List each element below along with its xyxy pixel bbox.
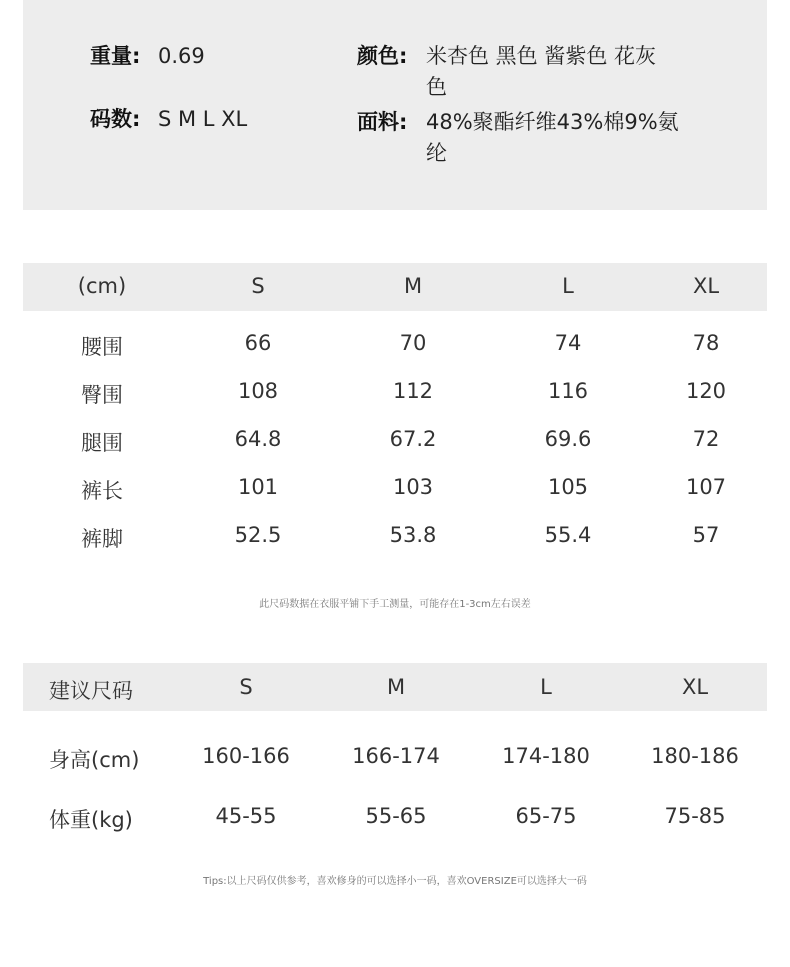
table-row-label: 裤长 [81,479,123,503]
colors-value-line1: 米杏色 黑色 酱紫色 花灰 [426,44,657,68]
table-cell: 55.4 [544,523,592,547]
recommend-table-header: L [540,675,552,699]
table-cell: 116 [547,379,589,403]
table-cell: 57 [692,523,720,547]
table-cell: 112 [392,379,434,403]
table-cell: 53.8 [389,523,437,547]
table-cell: 103 [392,475,434,499]
colors-label: 颜色: [357,44,408,68]
table-cell: 108 [237,379,279,403]
size-table-header: (cm) [77,274,127,298]
table-row-label: 裤脚 [81,527,123,551]
sizes-label: 码数: [90,107,141,131]
size-table-header: XL [692,274,720,298]
recommend-table-tips: Tips:以上尺码仅供参考，喜欢修身的可以选择小一码，喜欢OVERSIZE可以选择大一码 [203,876,587,887]
recommend-table-header: S [239,675,253,699]
sizes-info [90,104,350,135]
weight-info [90,41,330,72]
table-cell: 75-85 [664,804,726,828]
recommend-table-header: XL [681,675,709,699]
fabric-label: 面料: [357,110,408,134]
table-cell: 72 [692,427,720,451]
table-cell: 174-180 [502,744,590,768]
table-row-label: 腰围 [81,335,123,359]
fabric-value-line1: 48%聚酯纤维43%棉9%氨 [426,110,679,134]
table-row-label: 身高(cm) [49,748,140,772]
recommend-table-header: M [386,675,406,699]
table-cell: 55-65 [365,804,427,828]
table-cell: 101 [237,475,279,499]
table-cell: 120 [685,379,727,403]
table-cell: 66 [244,331,272,355]
table-cell: 70 [399,331,427,355]
table-cell: 69.6 [544,427,592,451]
table-cell: 45-55 [215,804,277,828]
size-table-header: L [562,274,574,298]
table-cell: 180-186 [651,744,739,768]
table-row-label: 腿围 [81,431,123,455]
size-table-header: S [251,274,265,298]
table-row-label: 体重(kg) [49,808,133,832]
recommend-table-header: 建议尺码 [49,679,133,703]
colors-value-line2: 色 [426,75,447,99]
table-cell: 74 [554,331,582,355]
sizes-value: S M L XL [158,107,248,131]
table-cell: 105 [547,475,589,499]
weight-value: 0.69 [158,44,205,68]
size-table-header: M [403,274,423,298]
table-cell: 107 [685,475,727,499]
table-cell: 67.2 [389,427,437,451]
table-row-label: 臀围 [81,383,123,407]
weight-label: 重量: [90,44,141,68]
size-table-note: 此尺码数据在衣服平铺下手工测量，可能存在1-3cm左右误差 [259,599,531,610]
fabric-value-line2: 纶 [426,141,447,165]
fabric-info [357,107,717,169]
table-cell: 65-75 [515,804,577,828]
table-cell: 52.5 [234,523,282,547]
table-cell: 160-166 [202,744,290,768]
colors-info [357,41,717,103]
table-cell: 166-174 [352,744,440,768]
table-cell: 78 [692,331,720,355]
table-cell: 64.8 [234,427,282,451]
